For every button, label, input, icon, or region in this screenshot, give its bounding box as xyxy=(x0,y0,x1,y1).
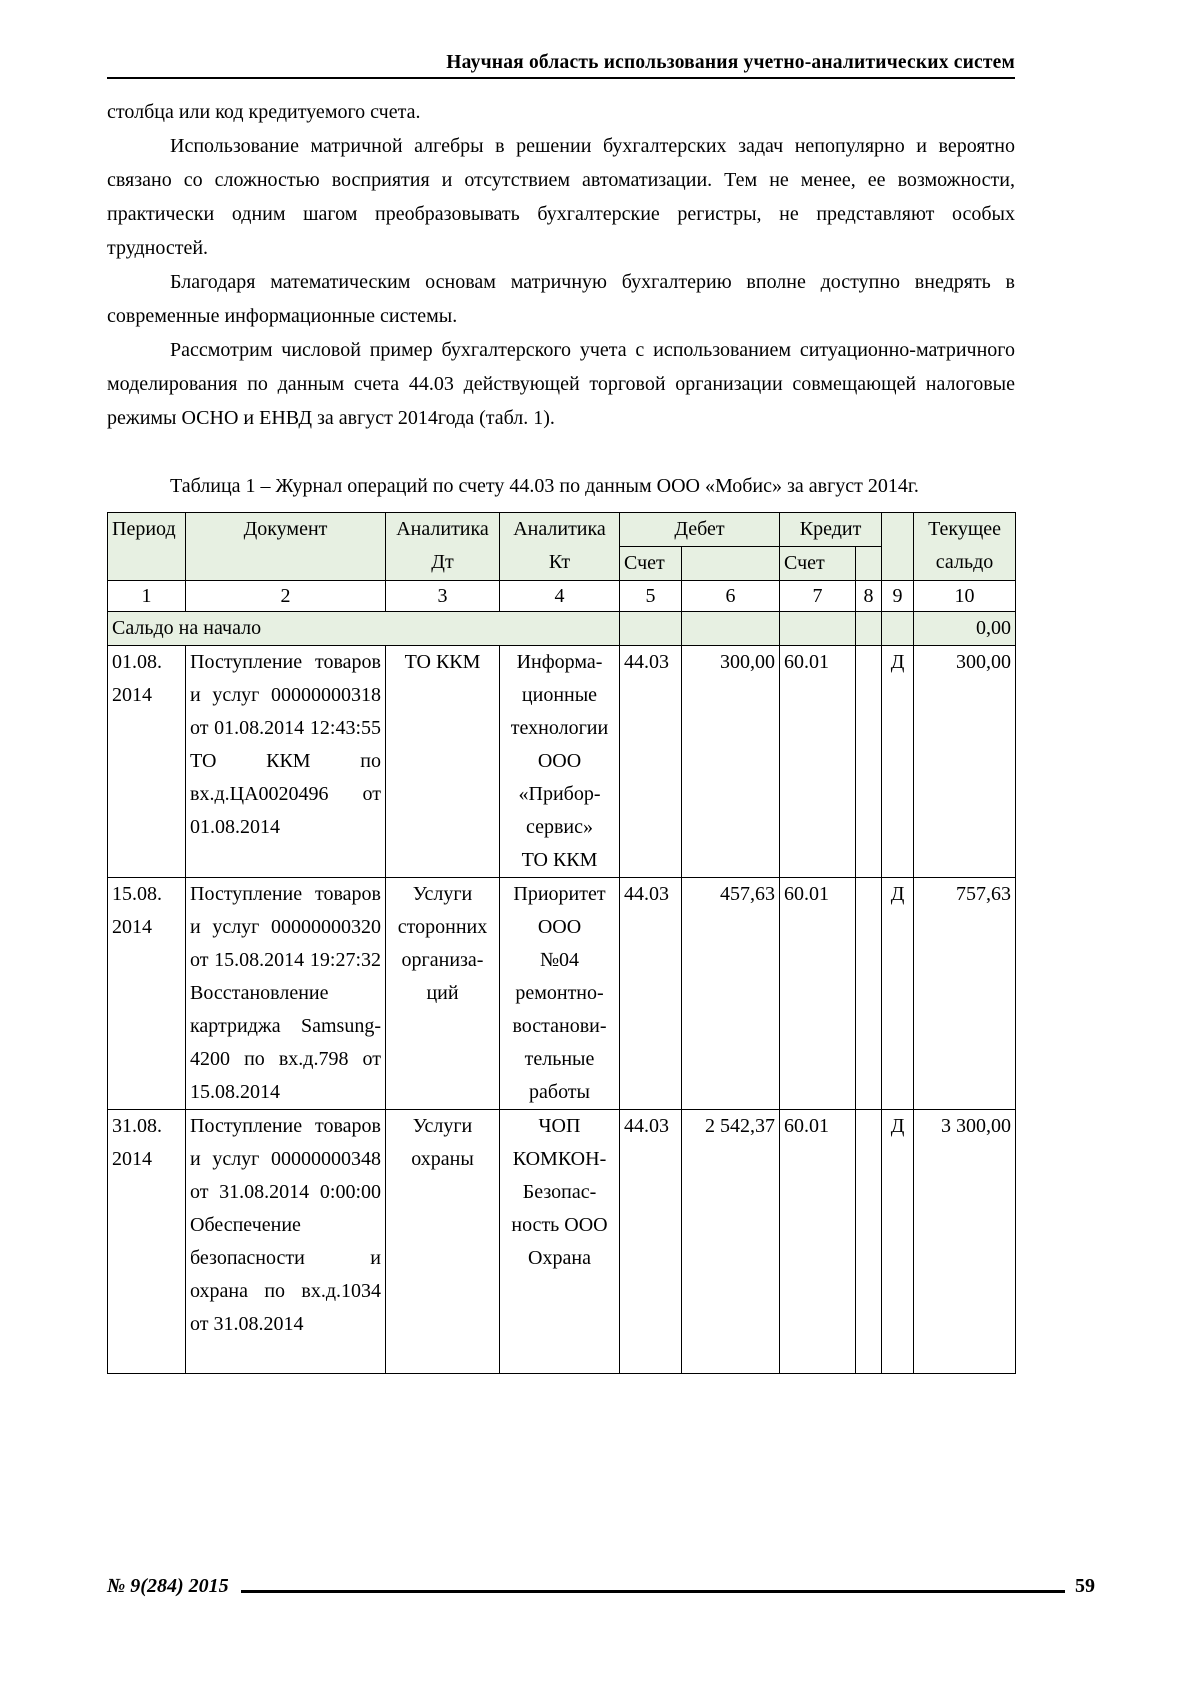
column-number: 9 xyxy=(882,581,914,612)
cell-current-balance: 300,00 xyxy=(914,646,1016,878)
table-header-row-1 xyxy=(108,513,1016,547)
journal-row xyxy=(108,878,1016,1110)
column-numbers-row xyxy=(108,581,1016,612)
journal-table-body xyxy=(108,612,1016,1374)
opening-balance-value: 0,00 xyxy=(914,612,1016,646)
cell-debit-sum: 457,63 xyxy=(682,878,780,1110)
column-number: 1 xyxy=(108,581,186,612)
cell-credit-extra xyxy=(856,646,882,878)
col-header-document: Документ xyxy=(186,513,386,581)
col-header-analytics-kt: Аналитика Кт xyxy=(500,513,620,581)
column-number: 5 xyxy=(620,581,682,612)
cell-current-balance: 757,63 xyxy=(914,878,1016,1110)
col-subheader-credit-extra-empty xyxy=(856,547,882,581)
page-number: 59 xyxy=(1075,1575,1095,1597)
cell-period: 15.08. 2014 xyxy=(108,878,186,1110)
paragraph-continuation: столбца или код кредитуемого счета. xyxy=(107,101,421,123)
cell-document: Поступление товаров и услуг 00000000348 от 31.08.2014 0:00:00 Обеспечение безопасности и охрана по вх.д.1034 от 31.08.2014 xyxy=(186,1110,386,1374)
paragraph: Использование матричной алгебры в решении бухгалтерских задач непопулярно и вероятно связано со сложностью восприятия и отсутствием автоматизации. Тем не менее, ее возможности, практически одним шагом преобразовывать бухгалтерские регистры, не представляют особых трудностей. xyxy=(107,135,1015,259)
cell-debit-sum: 300,00 xyxy=(682,646,780,878)
cell-debit-account: 44.03 xyxy=(620,1110,682,1374)
operations-journal-table xyxy=(107,512,1016,1374)
cell-credit-account: 60.01 xyxy=(780,1110,856,1374)
column-number: 4 xyxy=(500,581,620,612)
column-number: 8 xyxy=(856,581,882,612)
col-header-analytics-dt: Аналитика Дт xyxy=(386,513,500,581)
cell-dk-flag: Д xyxy=(882,878,914,1110)
col-subheader-debit-account: Счет xyxy=(620,547,682,581)
opening-balance-label: Сальдо на начало xyxy=(108,612,620,646)
col-header-dk-empty xyxy=(882,513,914,581)
cell-analytics-kt: ЧОП КОМКОН- Безопас- ность ООО Охрана xyxy=(500,1110,620,1374)
cell-analytics-dt: ТО ККМ xyxy=(386,646,500,878)
paragraph: Благодаря математическим основам матричную бухгалтерию вполне доступно внедрять в современные информационные системы. xyxy=(107,271,1015,327)
col-header-period: Период xyxy=(108,513,186,581)
column-number: 6 xyxy=(682,581,780,612)
column-number: 7 xyxy=(780,581,856,612)
empty-cell xyxy=(882,612,914,646)
cell-analytics-kt: Приоритет ООО №04 ремонтно- востанови- тельные работы xyxy=(500,878,620,1110)
table-caption: Таблица 1 – Журнал операций по счету 44.03 по данным ООО «Мобис» за август 2014г. xyxy=(170,475,919,497)
table-header xyxy=(108,513,1016,612)
cell-dk-flag: Д xyxy=(882,646,914,878)
cell-debit-sum: 2 542,37 xyxy=(682,1110,780,1374)
running-header xyxy=(107,52,1015,79)
col-subheader-debit-sum-empty xyxy=(682,547,780,581)
cell-current-balance: 3 300,00 xyxy=(914,1110,1016,1374)
footer-rule xyxy=(241,1590,1065,1593)
empty-cell xyxy=(682,612,780,646)
cell-credit-extra xyxy=(856,1110,882,1374)
paragraph: Рассмотрим числовой пример бухгалтерского учета с использованием ситуационно-матричного моделирования по данным счета 44.03 действующей торговой организации совмещающей налоговые режимы ОСНО и ЕНВД за август 2014года (табл. 1). xyxy=(107,339,1015,429)
empty-cell xyxy=(856,612,882,646)
column-number: 3 xyxy=(386,581,500,612)
cell-period: 01.08. 2014 xyxy=(108,646,186,878)
page-footer xyxy=(107,1575,1095,1598)
cell-credit-extra xyxy=(856,878,882,1110)
col-header-balance: Текущее сальдо xyxy=(914,513,1016,581)
opening-balance-row xyxy=(108,612,1016,646)
cell-document: Поступление товаров и услуг 00000000320 от 15.08.2014 19:27:32 Восстановление картриджа Samsung-4200 по вх.д.798 от 15.08.2014 xyxy=(186,878,386,1110)
cell-debit-account: 44.03 xyxy=(620,646,682,878)
empty-cell xyxy=(620,612,682,646)
journal-section-title: Научная область использования учетно-аналитических систем xyxy=(446,52,1015,73)
cell-dk-flag: Д xyxy=(882,1110,914,1374)
cell-credit-account: 60.01 xyxy=(780,878,856,1110)
cell-document: Поступление товаров и услуг 00000000318 от 01.08.2014 12:43:55 ТО ККМ по вх.д.ЦА0020496 от 01.08.2014 xyxy=(186,646,386,878)
journal-row xyxy=(108,1110,1016,1374)
column-number: 2 xyxy=(186,581,386,612)
empty-cell xyxy=(780,612,856,646)
cell-analytics-dt: Услуги охраны xyxy=(386,1110,500,1374)
page-content xyxy=(107,95,1015,1374)
col-subheader-credit-account: Счет xyxy=(780,547,856,581)
journal-row xyxy=(108,646,1016,878)
cell-credit-account: 60.01 xyxy=(780,646,856,878)
column-number: 10 xyxy=(914,581,1016,612)
issue-label: № 9(284) 2015 xyxy=(107,1575,229,1597)
cell-analytics-kt: Информа- ционные технологии ООО «Прибор- сервис» ТО ККМ xyxy=(500,646,620,878)
col-header-debit: Дебет xyxy=(620,513,780,547)
cell-analytics-dt: Услуги сторонних организа- ций xyxy=(386,878,500,1110)
col-header-credit: Кредит xyxy=(780,513,882,547)
cell-debit-account: 44.03 xyxy=(620,878,682,1110)
cell-period: 31.08. 2014 xyxy=(108,1110,186,1374)
